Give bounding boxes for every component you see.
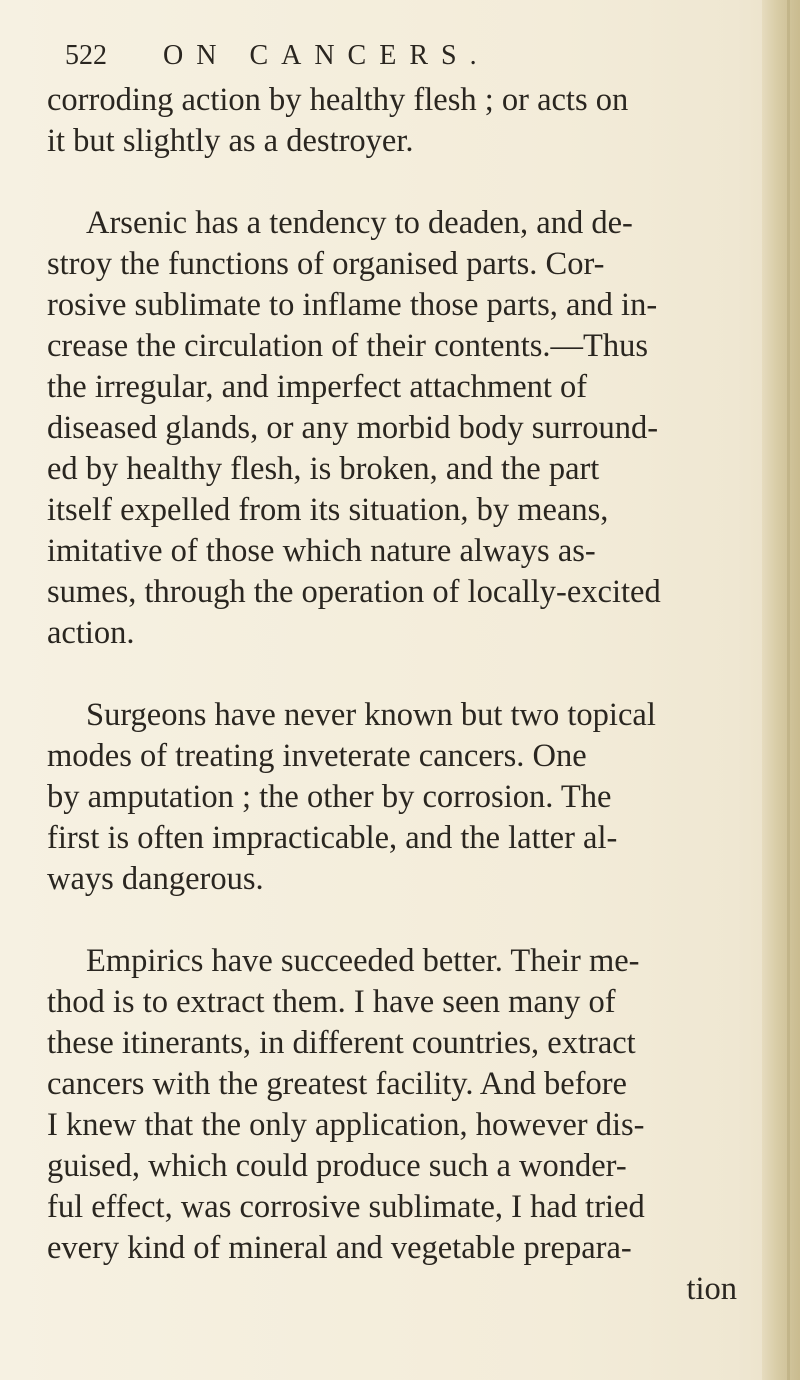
text-line: ways dangerous.	[47, 861, 264, 897]
text-line: Empirics have succeeded better. Their me-	[86, 943, 640, 979]
text-line: cancers with the greatest facility. And before	[47, 1066, 627, 1102]
text-line: action.	[47, 615, 135, 651]
paragraph-gap	[47, 900, 757, 941]
body-text	[47, 80, 757, 1310]
text-line: ed by healthy flesh, is broken, and the part	[47, 451, 600, 487]
text-line: crease the circulation of their contents.—Thus	[47, 328, 649, 364]
page-header	[65, 38, 705, 78]
text-line: the irregular, and imperfect attachment of	[47, 369, 588, 405]
text-line: stroy the functions of organised parts. Cor-	[47, 246, 605, 282]
catchword: tion	[686, 1271, 737, 1307]
page-binding-edge	[762, 0, 800, 1380]
binding-shadow	[787, 0, 790, 1380]
text-line: I knew that the only application, however dis-	[47, 1107, 645, 1143]
text-line: rosive sublimate to inflame those parts, and in-	[47, 287, 658, 323]
text-line: it but slightly as a destroyer.	[47, 123, 414, 159]
page-number: 522	[65, 40, 107, 71]
paragraph-gap	[47, 162, 757, 203]
text-line: every kind of mineral and vegetable prepara-	[47, 1230, 632, 1266]
text-line: imitative of those which nature always as-	[47, 533, 596, 569]
text-line: modes of treating inveterate cancers. One	[47, 738, 587, 774]
text-line: Surgeons have never known but two topical	[86, 697, 656, 733]
text-line: corroding action by healthy flesh ; or acts on	[47, 82, 629, 118]
text-line: thod is to extract them. I have seen many of	[47, 984, 616, 1020]
text-line: by amputation ; the other by corrosion. The	[47, 779, 612, 815]
text-line: Arsenic has a tendency to deaden, and de-	[86, 205, 633, 241]
text-line: itself expelled from its situation, by means,	[47, 492, 609, 528]
paragraph-gap	[47, 654, 757, 695]
text-line: these itinerants, in different countries, extract	[47, 1025, 636, 1061]
text-line: sumes, through the operation of locally-excited	[47, 574, 661, 610]
text-line: ful effect, was corrosive sublimate, I had tried	[47, 1189, 645, 1225]
text-line: guised, which could produce such a wonder-	[47, 1148, 627, 1184]
text-line: diseased glands, or any morbid body surround-	[47, 410, 659, 446]
text-line: first is often impracticable, and the latter al-	[47, 820, 618, 856]
running-head: ON CANCERS.	[163, 40, 490, 71]
